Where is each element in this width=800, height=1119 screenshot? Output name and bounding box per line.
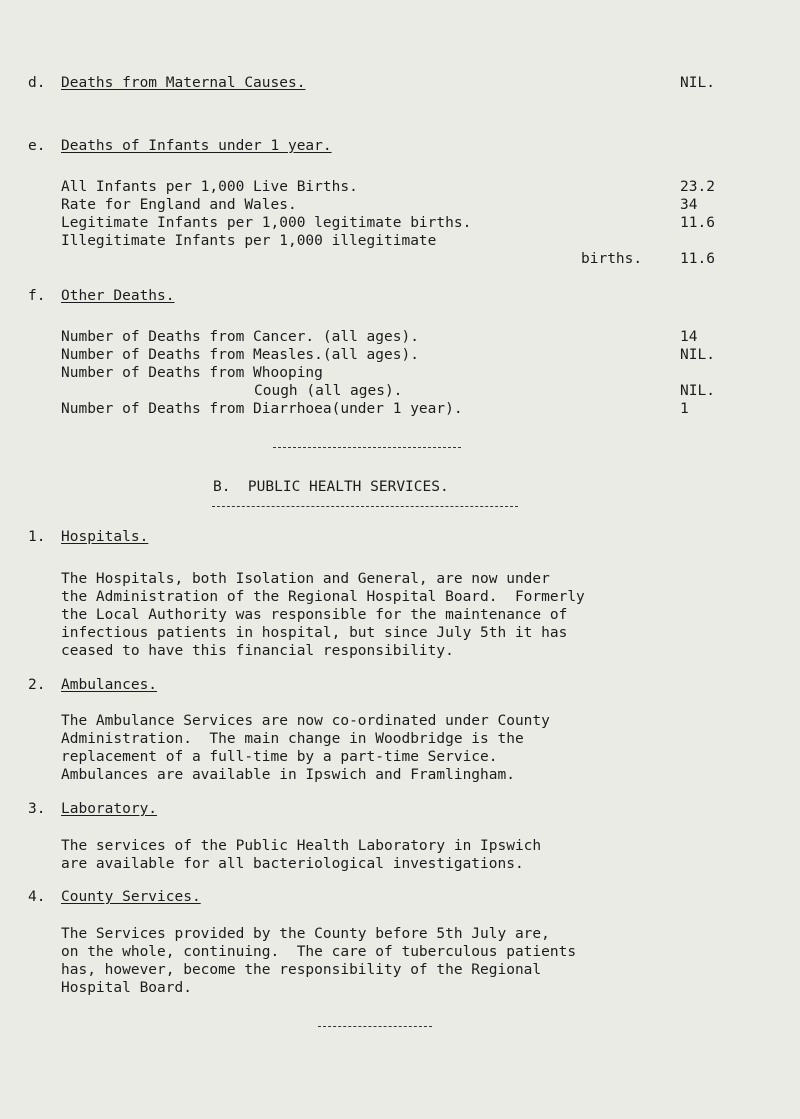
deaths-value: 1 [680,401,689,417]
item-1-number: 1. [28,529,46,545]
item-1-line: the Administration of the Regional Hospital Board. Formerly [61,589,585,605]
item-f-label: f. [28,288,46,304]
item-2-number: 2. [28,677,46,693]
deaths-value: NIL. [680,383,715,399]
item-3-number: 3. [28,801,46,817]
deaths-value: NIL. [680,347,715,363]
infant-value: 11.6 [680,251,715,267]
deaths-row: Number of Deaths from Cancer. (all ages). [61,329,419,345]
item-d-value: NIL. [680,75,715,91]
item-1-line: infectious patients in hospital, but since July 5th it has [61,625,568,641]
item-f-title: Other Deaths. [61,288,175,304]
infant-value: 11.6 [680,215,715,231]
divider [318,1026,432,1027]
item-4-title: County Services. [61,889,201,905]
deaths-row: Number of Deaths from Whooping [61,365,323,381]
infant-value: 23.2 [680,179,715,195]
infant-row: Rate for England and Wales. [61,197,297,213]
item-1-line: ceased to have this financial responsibility. [61,643,454,659]
deaths-value: 14 [680,329,698,345]
infant-row: All Infants per 1,000 Live Births. [61,179,358,195]
item-d-title: Deaths from Maternal Causes. [61,75,306,91]
divider [273,447,461,448]
infant-row: Legitimate Infants per 1,000 legitimate births. [61,215,472,231]
item-d-label: d. [28,75,46,91]
item-2-title: Ambulances. [61,677,158,693]
section-b-heading: B. PUBLIC HEALTH SERVICES. [213,479,449,495]
divider [212,506,518,507]
item-1-line: the Local Authority was responsible for the maintenance of [61,607,568,623]
infant-row-cont: births. [581,251,643,267]
item-3-line: The services of the Public Health Laboratory in Ipswich [61,838,542,854]
infant-row: Illegitimate Infants per 1,000 illegitimate [61,233,437,249]
item-e-title: Deaths of Infants under 1 year. [61,138,332,154]
item-e-label: e. [28,138,46,154]
item-4-number: 4. [28,889,46,905]
item-1-title: Hospitals. [61,529,149,545]
deaths-row: Number of Deaths from Measles.(all ages). [61,347,419,363]
item-3-line: are available for all bacteriological investigations. [61,856,524,872]
deaths-row-cont: Cough (all ages). [254,383,403,399]
item-3-title: Laboratory. [61,801,158,817]
item-2-line: The Ambulance Services are now co-ordinated under County [61,713,550,729]
deaths-row: Number of Deaths from Diarrhoea(under 1 year). [61,401,463,417]
item-2-line: Ambulances are available in Ipswich and Framlingham. [61,767,515,783]
item-4-line: The Services provided by the County before 5th July are, [61,926,550,942]
item-4-line: has, however, become the responsibility of the Regional [61,962,542,978]
item-2-line: replacement of a full-time by a part-time Service. [61,749,498,765]
item-4-line: Hospital Board. [61,980,192,996]
item-1-line: The Hospitals, both Isolation and General, are now under [61,571,550,587]
infant-value: 34 [680,197,698,213]
item-2-line: Administration. The main change in Woodbridge is the [61,731,524,747]
item-4-line: on the whole, continuing. The care of tuberculous patients [61,944,577,960]
